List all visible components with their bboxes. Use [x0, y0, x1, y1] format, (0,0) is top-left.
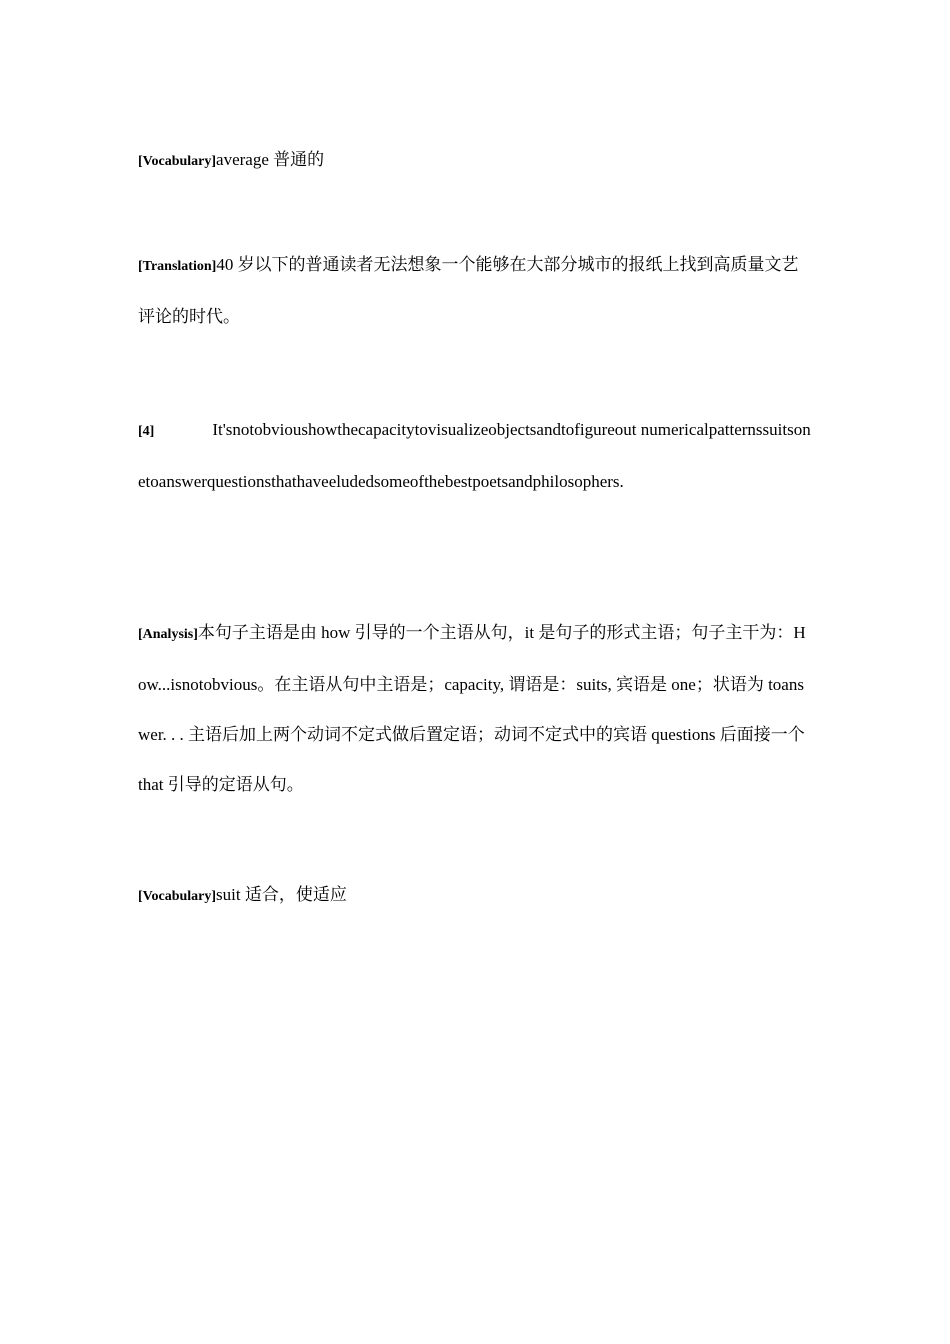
entry-text: It'snotobvioushowthecapacitytovisualizeobjectsandtofigureout numericalpatternssuitsonetoanswerquestionsthathaveeludedsomeofthebestpoetsandphilosophers. — [138, 420, 811, 491]
vocabulary-entry-suit — [138, 870, 813, 922]
entry-tag: [Vocabulary] — [138, 889, 217, 904]
translation-entry — [138, 240, 813, 342]
entry-tag: [Analysis] — [138, 627, 198, 642]
entry-text: average 普通的 — [216, 150, 325, 169]
vocabulary-entry-average — [138, 135, 813, 187]
entry-text: 40 岁以下的普通读者无法想象一个能够在大部分城市的报纸上找到高质量文艺评论的时代。 — [138, 255, 799, 326]
sentence-entry-4 — [138, 405, 813, 507]
entry-tag: [4] — [138, 424, 155, 439]
entry-text: 本句子主语是由 how 引导的一个主语从句，it 是句子的形式主语；句子主干为：How...isnotobvious。在主语从句中主语是；capacity, 谓语是：suits, 宾语是 one；状语为 toanswer. . . 主语后加上两个动词不定式做后置定语；动词不定式中的宾语 questions 后面接一个 that 引导的定语从句。 — [138, 623, 806, 794]
analysis-entry — [138, 608, 813, 810]
entry-text: suit 适合，使适应 — [216, 885, 347, 904]
entry-tag: [Vocabulary] — [138, 154, 217, 169]
entry-tag: [Translation] — [138, 259, 217, 274]
